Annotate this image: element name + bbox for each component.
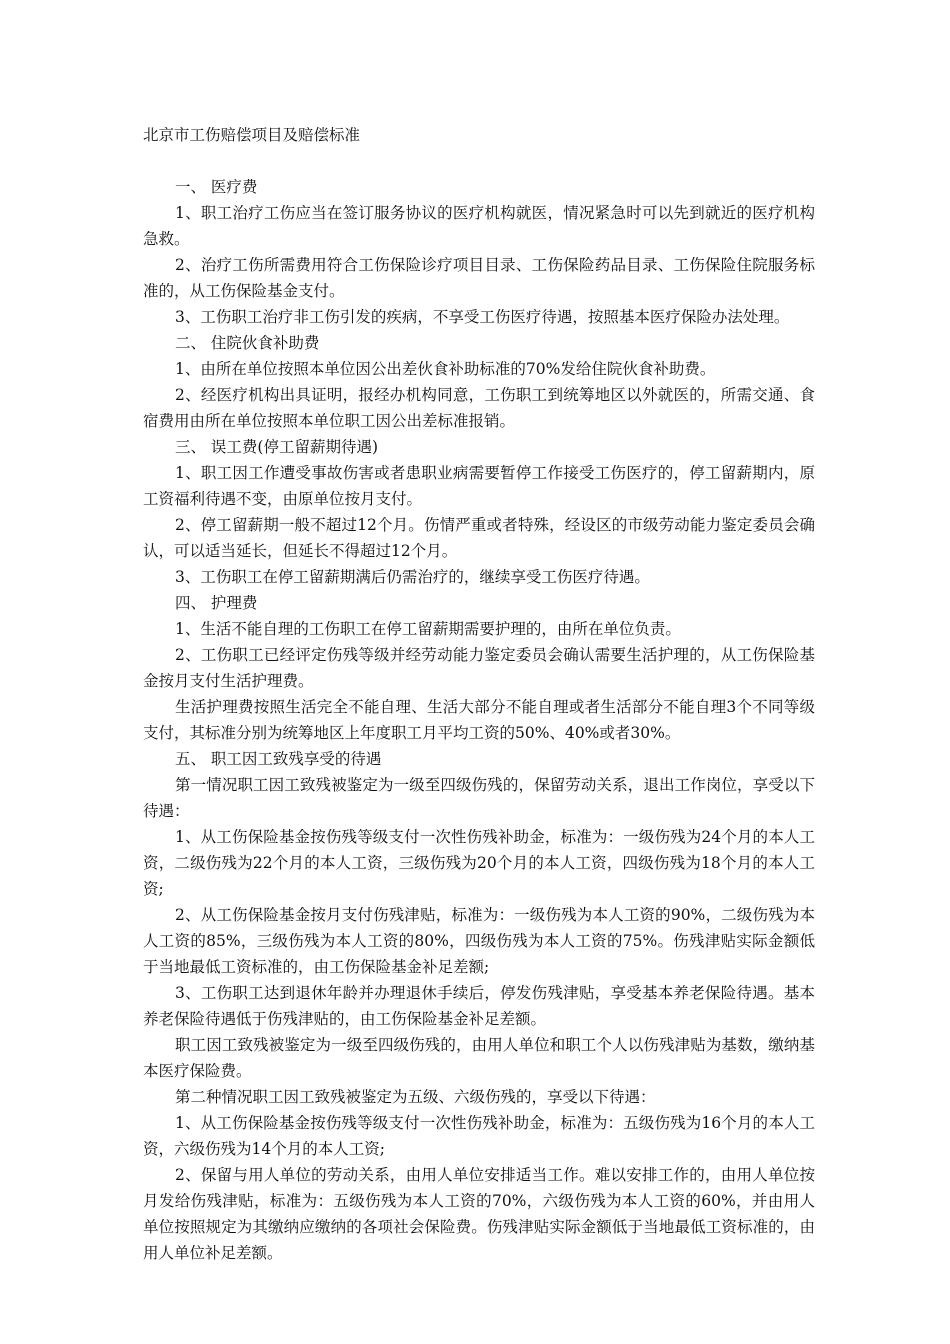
paragraph: 第二种情况职工因工致残被鉴定为五级、六级伤残的，享受以下待遇： bbox=[175, 1088, 656, 1106]
paragraph: 2、停工留薪期一般不超过12个月。伤情严重或者特殊，经设区的市级劳动能力鉴定委员会确认，可以适当延长，但延长不得超过12个月。 bbox=[143, 516, 815, 560]
section-heading: 三、 误工费(停工留薪期待遇) bbox=[175, 438, 379, 456]
section-lost-wages bbox=[143, 434, 815, 590]
section-nursing-fees bbox=[143, 590, 815, 746]
paragraph: 1、职工因工作遭受事故伤害或者患职业病需要暂停工作接受工伤医疗的，停工留薪期内，原工资福利待遇不变，由原单位按月支付。 bbox=[143, 464, 815, 508]
document-page bbox=[143, 122, 815, 1266]
paragraph: 2、保留与用人单位的劳动关系，由用人单位安排适当工作。难以安排工作的，由用人单位按月发给伤残津贴，标准为：五级伤残为本人工资的70%，六级伤残为本人工资的60%，并由用人单位按照规定为其缴纳应缴纳的各项社会保险费。伤残津贴实际金额低于当地最低工资标准的，由用人单位补足差额。 bbox=[143, 1166, 815, 1262]
paragraph: 1、生活不能自理的工伤职工在停工留薪期需要护理的，由所在单位负责。 bbox=[175, 620, 681, 638]
paragraph: 1、由所在单位按照本单位因公出差伙食补助标准的70%发给住院伙食补助费。 bbox=[175, 360, 716, 378]
section-medical-fees bbox=[143, 174, 815, 330]
paragraph: 第一情况职工因工致残被鉴定为一级至四级伤残的，保留劳动关系，退出工作岗位，享受以下待遇： bbox=[143, 776, 815, 820]
section-heading: 五、 职工因工致残享受的待遇 bbox=[175, 750, 382, 768]
paragraph: 2、工伤职工已经评定伤残等级并经劳动能力鉴定委员会确认需要生活护理的，从工伤保险基金按月支付生活护理费。 bbox=[143, 646, 815, 690]
section-disability-benefits bbox=[143, 746, 815, 1266]
paragraph: 3、工伤职工治疗非工伤引发的疾病，不享受工伤医疗待遇，按照基本医疗保险办法处理。 bbox=[175, 308, 790, 326]
paragraph: 3、工伤职工在停工留薪期满后仍需治疗的，继续享受工伤医疗待遇。 bbox=[175, 568, 650, 586]
paragraph: 1、从工伤保险基金按伤残等级支付一次性伤残补助金，标准为：五级伤残为16个月的本人工资，六级伤残为14个月的本人工资; bbox=[143, 1114, 815, 1158]
section-heading: 二、 住院伙食补助费 bbox=[175, 334, 320, 352]
section-meal-subsidy bbox=[143, 330, 815, 434]
paragraph: 2、治疗工伤所需费用符合工伤保险诊疗项目目录、工伤保险药品目录、工伤保险住院服务标准的，从工伤保险基金支付。 bbox=[143, 256, 815, 300]
paragraph: 2、从工伤保险基金按月支付伤残津贴，标准为：一级伤残为本人工资的90%，二级伤残为本人工资的85%，三级伤残为本人工资的80%，四级伤残为本人工资的75%。伤残津贴实际金额低于当地最低工资标准的，由工伤保险基金补足差额; bbox=[143, 906, 815, 976]
paragraph: 生活护理费按照生活完全不能自理、生活大部分不能自理或者生活部分不能自理3个不同等级支付，其标准分别为统筹地区上年度职工月平均工资的50%、40%或者30%。 bbox=[143, 698, 815, 742]
section-heading: 四、 护理费 bbox=[175, 594, 258, 612]
document-title: 北京市工伤赔偿项目及赔偿标准 bbox=[143, 126, 361, 144]
paragraph: 1、从工伤保险基金按伤残等级支付一次性伤残补助金，标准为：一级伤残为24个月的本人工资，二级伤残为22个月的本人工资，三级伤残为20个月的本人工资，四级伤残为18个月的本人工资; bbox=[143, 828, 815, 898]
paragraph: 职工因工致残被鉴定为一级至四级伤残的，由用人单位和职工个人以伤残津贴为基数，缴纳基本医疗保险费。 bbox=[143, 1036, 815, 1080]
paragraph: 1、职工治疗工伤应当在签订服务协议的医疗机构就医，情况紧急时可以先到就近的医疗机构急救。 bbox=[143, 204, 815, 248]
paragraph: 2、经医疗机构出具证明，报经办机构同意，工伤职工到统筹地区以外就医的，所需交通、食宿费用由所在单位按照本单位职工因公出差标准报销。 bbox=[143, 386, 815, 430]
paragraph: 3、工伤职工达到退休年龄并办理退休手续后，停发伤残津贴，享受基本养老保险待遇。基本养老保险待遇低于伤残津贴的，由工伤保险基金补足差额。 bbox=[143, 984, 815, 1028]
section-heading: 一、 医疗费 bbox=[175, 178, 258, 196]
